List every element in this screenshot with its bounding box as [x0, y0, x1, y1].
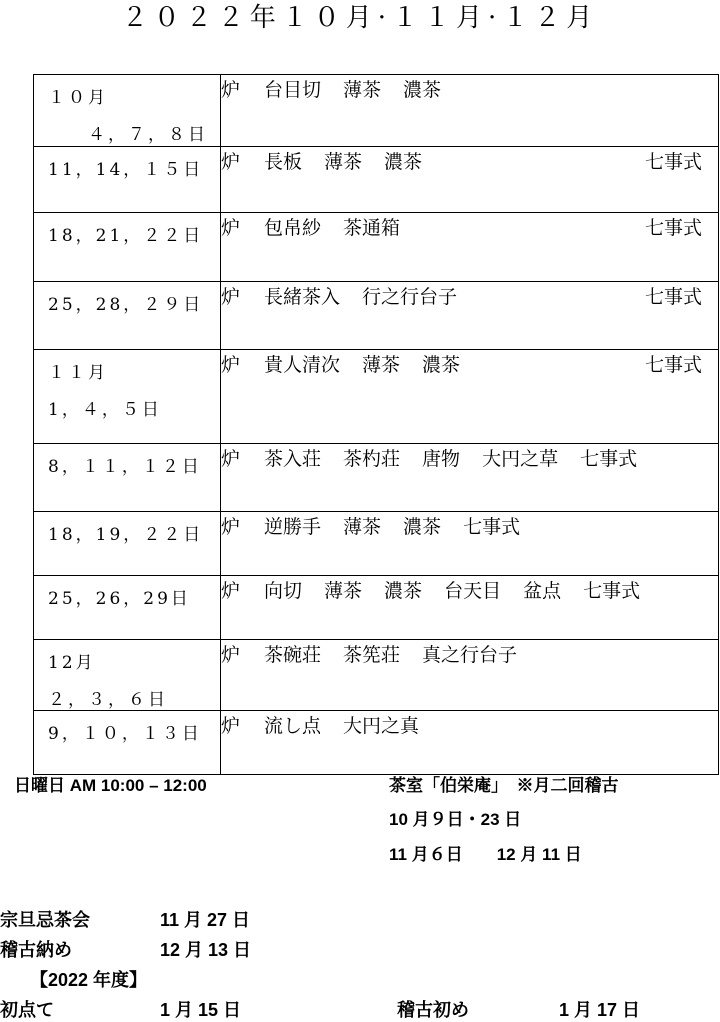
- schedule-item: 薄茶: [343, 516, 382, 538]
- schedule-item: 茶碗荘: [264, 644, 322, 666]
- schedule-date-days: ４，７，８日: [88, 125, 208, 145]
- schedule-item: 茶筅荘: [343, 644, 401, 666]
- schedule-item: 大円之真: [343, 715, 420, 737]
- schedule-date-line: 9，１０，１３日: [48, 724, 202, 744]
- schedule-item: 茶通箱: [343, 217, 401, 239]
- event-keikoosame-label: 稽古納め: [0, 940, 72, 960]
- schedule-item: 七事式: [583, 580, 641, 602]
- schedule-item: 長板: [264, 151, 303, 173]
- event-hatsudate-date: 1 月 15 日: [160, 1000, 242, 1020]
- schedule-date-days: 1，４，５日: [48, 400, 162, 420]
- schedule-content-cell: [221, 576, 719, 640]
- practice-time: 日曜日 AM 10:00 – 12:00: [14, 776, 207, 795]
- schedule-item: 茶入荘: [264, 448, 322, 470]
- schedule-row: [34, 75, 719, 147]
- schedule-item: 濃茶: [403, 79, 442, 101]
- schedule-date-line: 8，１１，１２日: [48, 457, 202, 477]
- schedule-table: [33, 74, 719, 775]
- schedule-date-line: １０月: [48, 88, 108, 108]
- schedule-date-cell: [34, 711, 221, 775]
- schedule-date-line: 12月: [48, 653, 96, 673]
- schedule-item: 包帛紗: [264, 217, 322, 239]
- schedule-item: 濃茶: [384, 580, 423, 602]
- schedule-item: 炉: [221, 286, 241, 308]
- schedule-item: 茶杓荘: [343, 448, 401, 470]
- schedule-item: 炉: [221, 79, 241, 101]
- schedule-date-line: 18，19，２２日: [48, 525, 204, 545]
- schedule-date-line: １１月: [48, 363, 108, 383]
- schedule-item: 炉: [221, 354, 241, 376]
- schedule-date-cell: [34, 444, 221, 512]
- schedule-date-cell: [34, 282, 221, 350]
- schedule-item: 薄茶: [362, 354, 401, 376]
- schedule-shichijishiki: 七事式: [644, 354, 702, 376]
- schedule-content-cell: [221, 213, 719, 282]
- schedule-item: 貴人清次: [264, 354, 341, 376]
- schedule-item: 炉: [221, 516, 241, 538]
- schedule-content-cell: [221, 75, 719, 147]
- schedule-content-cell: [221, 640, 719, 711]
- schedule-item: 逆勝手: [264, 516, 322, 538]
- schedule-item: 長緒茶入: [264, 286, 341, 308]
- schedule-shichijishiki: 七事式: [644, 286, 702, 308]
- schedule-item: 炉: [221, 580, 241, 602]
- schedule-item: 炉: [221, 151, 241, 173]
- schedule-row: [34, 444, 719, 512]
- tearoom-note: 茶室「伯栄庵」 ※月二回稽古: [389, 776, 619, 795]
- schedule-row: [34, 640, 719, 711]
- october-dates: 10 月９日・23 日: [389, 810, 522, 829]
- schedule-item: 流し点: [264, 715, 322, 737]
- schedule-date-cell: [34, 640, 221, 711]
- schedule-content-cell: [221, 711, 719, 775]
- schedule-item: 濃茶: [384, 151, 423, 173]
- schedule-date-line: 11，14，１５日: [48, 160, 204, 180]
- schedule-row: [34, 512, 719, 576]
- event-sotanki-label: 宗旦忌茶会: [0, 910, 90, 930]
- schedule-item: 濃茶: [403, 516, 442, 538]
- schedule-item: 炉: [221, 644, 241, 666]
- schedule-date-cell: [34, 213, 221, 282]
- page-title: ２０２２年１０月·１１月·１２月: [121, 3, 599, 33]
- schedule-row: [34, 350, 719, 444]
- schedule-date-cell: [34, 576, 221, 640]
- schedule-item: 薄茶: [343, 79, 382, 101]
- nov-dec-dates: 11 月６日 12 月 11 日: [389, 845, 582, 864]
- schedule-item: 大円之草: [482, 448, 559, 470]
- schedule-item: 濃茶: [422, 354, 461, 376]
- event-hatsudate-label: 初点て: [0, 1000, 54, 1020]
- schedule-shichijishiki: 七事式: [644, 217, 702, 239]
- schedule-date-cell: [34, 512, 221, 576]
- schedule-row: [34, 213, 719, 282]
- schedule-row: [34, 282, 719, 350]
- schedule-item: 炉: [221, 448, 241, 470]
- schedule-date-cell: [34, 75, 221, 147]
- schedule-content-cell: [221, 350, 719, 444]
- schedule-item: 薄茶: [324, 580, 363, 602]
- schedule-date-line: 18，21，２２日: [48, 226, 204, 246]
- schedule-content-cell: [221, 444, 719, 512]
- schedule-item: 台天目: [444, 580, 502, 602]
- schedule-content-cell: [221, 147, 719, 213]
- event-sotanki-date: 11 月 27 日: [160, 910, 251, 930]
- schedule-date-cell: [34, 147, 221, 213]
- schedule-row: [34, 147, 719, 213]
- schedule-content-cell: [221, 282, 719, 350]
- schedule-date-line: 25，26，29日: [48, 589, 191, 609]
- schedule-row: [34, 576, 719, 640]
- schedule-item: 唐物: [422, 448, 461, 470]
- schedule-item: 行之行台子: [362, 286, 458, 308]
- schedule-content-cell: [221, 512, 719, 576]
- schedule-date-days: ２，３，６日: [48, 690, 168, 710]
- schedule-shichijishiki: 七事式: [644, 151, 702, 173]
- schedule-item: 台目切: [264, 79, 322, 101]
- schedule-item: 炉: [221, 217, 241, 239]
- schedule-item: 七事式: [580, 448, 638, 470]
- schedule-item: 真之行台子: [422, 644, 518, 666]
- fiscal-year-label: 【2022 年度】: [30, 970, 148, 990]
- schedule-item: 炉: [221, 715, 241, 737]
- schedule-item: 盆点: [523, 580, 562, 602]
- event-keikohajime-date: 1 月 17 日: [559, 1000, 641, 1020]
- schedule-date-cell: [34, 350, 221, 444]
- schedule-item: 向切: [264, 580, 303, 602]
- event-keikoosame-date: 12 月 13 日: [160, 940, 252, 960]
- schedule-item: 薄茶: [324, 151, 363, 173]
- schedule-item: 七事式: [463, 516, 521, 538]
- event-keikohajime-label: 稽古初め: [397, 1000, 469, 1020]
- schedule-date-line: 25，28，２９日: [48, 295, 204, 315]
- schedule-row: [34, 711, 719, 775]
